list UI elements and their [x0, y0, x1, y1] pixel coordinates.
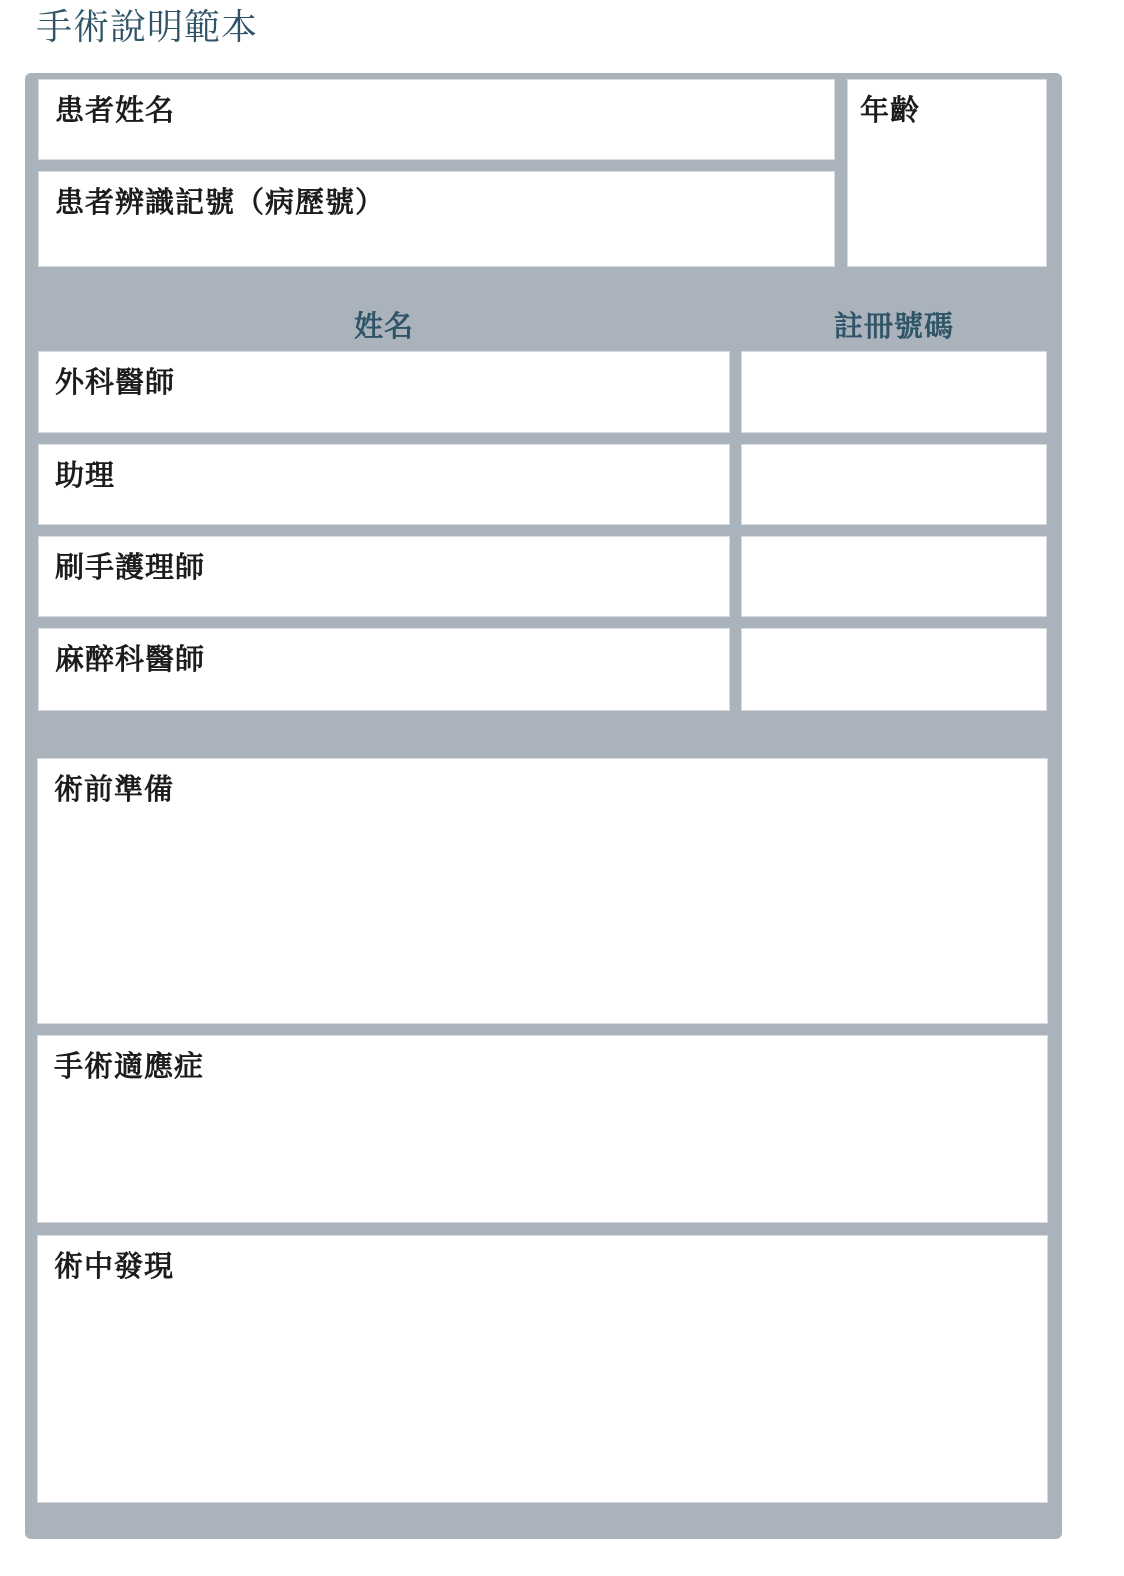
intraop-findings-field[interactable]: [37, 1235, 1048, 1503]
age-label: 年齡: [860, 93, 921, 127]
indication-field[interactable]: [37, 1035, 1048, 1223]
form-frame: [25, 73, 1062, 1539]
column-header-registration: 註冊號碼: [833, 309, 954, 343]
patient-name-field[interactable]: [38, 79, 835, 160]
surgeon-label: 外科醫師: [55, 365, 176, 399]
assistant-registration-field[interactable]: [741, 444, 1047, 525]
preop-preparation-field[interactable]: [37, 758, 1048, 1024]
column-header-name: 姓名: [353, 309, 414, 343]
patient-id-field[interactable]: [38, 171, 835, 267]
patient-name-label: 患者姓名: [55, 93, 176, 127]
page-title: 手術說明範本: [36, 7, 259, 48]
surgeon-registration-field[interactable]: [741, 351, 1047, 433]
age-field[interactable]: [847, 79, 1047, 267]
scrub-nurse-registration-field[interactable]: [741, 536, 1047, 617]
scrub-nurse-name-field[interactable]: [38, 536, 730, 617]
surgeon-name-field[interactable]: [38, 351, 730, 433]
indication-label: 手術適應症: [54, 1049, 205, 1083]
patient-id-label: 患者辨識記號（病歷號）: [55, 185, 386, 219]
preop-label: 術前準備: [54, 772, 175, 806]
anesthesiologist-label: 麻醉科醫師: [55, 642, 206, 676]
scrub-nurse-label: 刷手護理師: [55, 550, 206, 584]
assistant-name-field[interactable]: [38, 444, 730, 525]
assistant-label: 助理: [55, 458, 116, 492]
anesthesiologist-registration-field[interactable]: [741, 628, 1047, 711]
anesthesiologist-name-field[interactable]: [38, 628, 730, 711]
findings-label: 術中發現: [54, 1249, 175, 1283]
